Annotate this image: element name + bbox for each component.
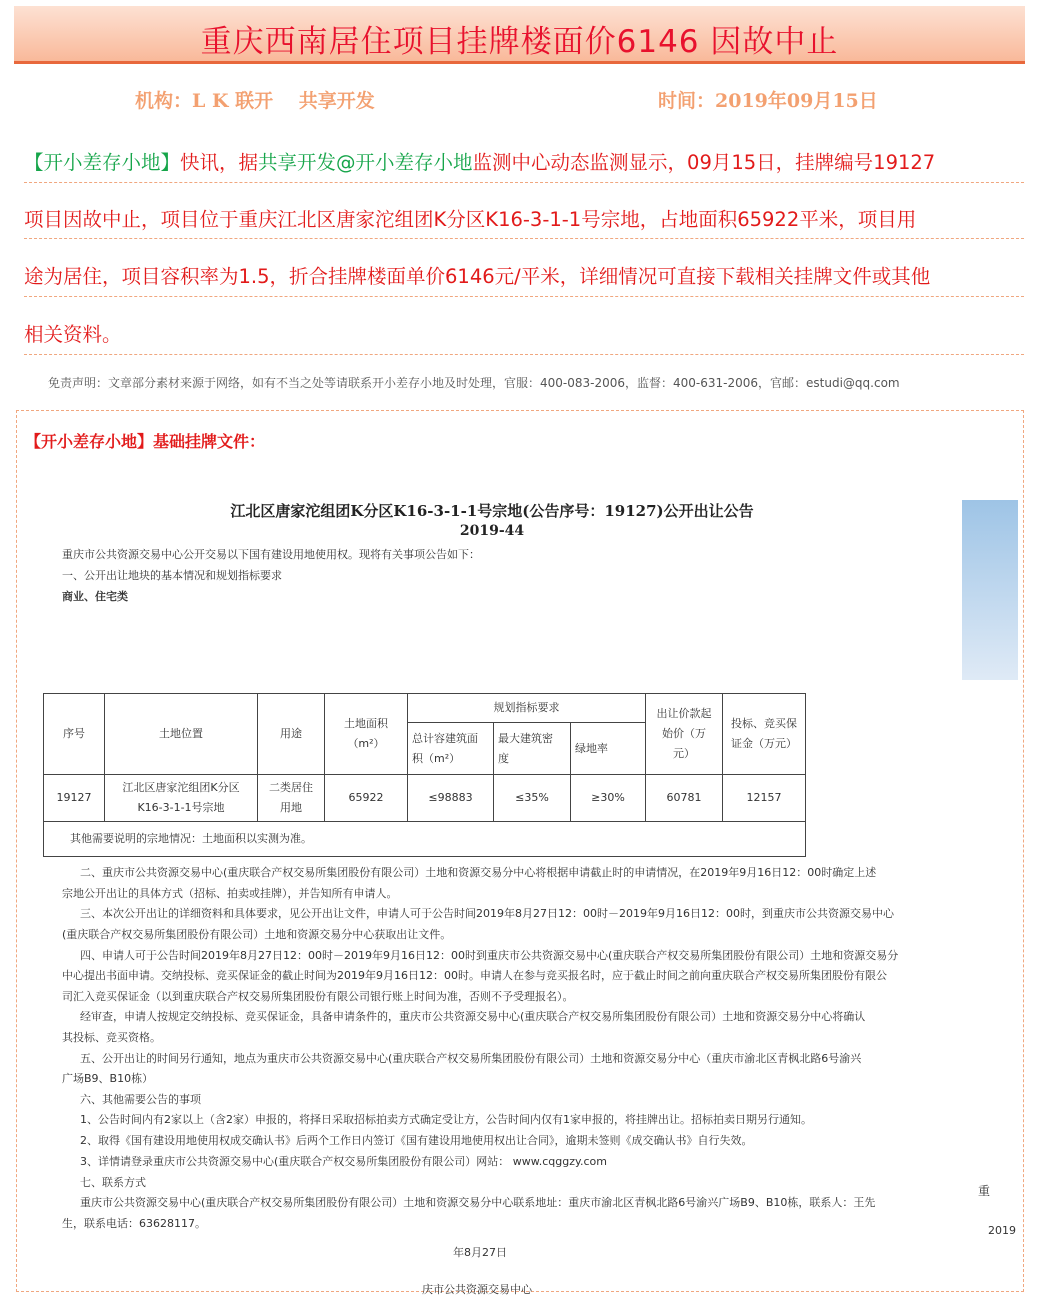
doc-p8a: 重庆市公共资源交易中心(重庆联合产权交易所集团股份有限公司）土地和资源交易分中心联系地址：重庆市渝北区青枫北路6号渝兴广场B9、B10栋，联系人：王先 [80, 1196, 876, 1209]
td-note: 其他需要说明的宗地情况：土地面积以实测为准。 [44, 822, 806, 857]
files-heading: 【开小差存小地】基础挂牌文件： [25, 432, 266, 451]
doc-date: 年8月27日 [453, 1246, 507, 1259]
doc-year: 2019-44 [459, 523, 525, 539]
doc-p5b: 其投标、竞买资格。 [62, 1031, 161, 1044]
source-tag: 【开小差存小地】 [24, 151, 181, 174]
doc-p3b: (重庆联合产权交易所集团股份有限公司）土地和资源交易分中心获取出让文件。 [62, 928, 452, 941]
source-link[interactable]: 共享开发@开小差存小地 [258, 151, 473, 174]
doc-p7-2: 2、取得《国有建设用地使用权成交确认书》后两个工作日内签订《国有建设用地使用权出让合同》，逾期未签则《成交确认书》自行失效。 [80, 1134, 753, 1147]
th-far: 总计容建筑面 积（m²） [408, 723, 494, 775]
td-no: 19127 [44, 775, 105, 822]
th-no: 序号 [44, 694, 105, 775]
files-panel [16, 410, 1024, 1296]
doc-p4c: 司汇入竞买保证金（以到重庆联合产权交易所集团股份有限公司银行账上时间为准，否则不予受理报名）。 [62, 990, 574, 1003]
doc-p8b: 生，联系电话：63628117。 [62, 1217, 206, 1230]
doc-title: 江北区唐家沱组团K分区K16-3-1-1号宗地(公告序号：19127)公开出让公告 [230, 502, 754, 520]
td-price: 60781 [646, 775, 723, 822]
th-price: 出让价款起 始价（万 元） [646, 694, 723, 775]
doc-p2b: 宗地公开出让的具体方式（招标、拍卖或挂牌），并告知所有申请人。 [62, 887, 398, 900]
divider [24, 238, 1024, 239]
th-deposit: 投标、竞买保 证金（万元） [723, 694, 806, 775]
title-banner [14, 6, 1025, 64]
th-green: 绿地率 [571, 723, 646, 775]
doc-p4a: 四、申请人可于公告时间2019年8月27日12：00时－2019年9月16日12：00时到重庆市公共资源交易中心(重庆联合产权交易所集团股份有限公司）土地和资源交易分 [80, 949, 899, 962]
side-char: 重 [978, 1184, 991, 1198]
disclaimer: 免责声明：文章部分素材来源于网络，如有不当之处等请联系开小差存小地及时处理，官服：400-083-2006，监督：400-631-2006，官邮：estudi@qq.com [48, 376, 900, 390]
time-label: 时间：2019年09月15日 [658, 90, 878, 112]
doc-p7: 六、其他需要公告的事项 [80, 1093, 201, 1106]
doc-scrollbar[interactable] [962, 500, 1018, 1275]
article-line-2: 项目因故中止，项目位于重庆江北区唐家沱组团K分区K16-3-1-1号宗地，占地面积65922平米，项目用 [24, 208, 917, 231]
doc-signature: 庆市公共资源交易中心 [422, 1283, 532, 1296]
article-line-3: 途为居住，项目容积率为1.5，折合挂牌楼面单价6146元/平米，详细情况可直接下载相关挂牌文件或其他 [24, 265, 931, 288]
divider [24, 296, 1024, 297]
th-area: 土地面积 （m²） [325, 694, 408, 775]
doc-intro: 重庆市公共资源交易中心公开交易以下国有建设用地使用权。现将有关事项公告如下： [62, 548, 480, 561]
doc-section-1: 一、公开出让地块的基本情况和规划指标要求 [62, 569, 282, 582]
article-line-4: 相关资料。 [24, 323, 122, 346]
doc-p2a: 二、重庆市公共资源交易中心(重庆联合产权交易所集团股份有限公司）土地和资源交易分中心将根据申请截止时的申请情况，在2019年9月16日12：00时确定上述 [80, 866, 877, 879]
doc-p4b: 中心提出书面申请。交纳投标、竞买保证金的截止时间为2019年9月16日12：00时。申请人在参与竞买报名时，应于截止时间之前向重庆联合产权交易所集团股份有限公 [62, 969, 887, 982]
th-use: 用途 [258, 694, 325, 775]
divider [24, 354, 1024, 355]
doc-p8: 七、联系方式 [80, 1176, 146, 1189]
doc-p3a: 三、本次公开出让的详细资料和具体要求，见公开出让文件，申请人可于公告时间2019年8月27日12：00时－2019年9月16日12：00时，到重庆市公共资源交易中心 [80, 907, 894, 920]
td-far: ≤98883 [408, 775, 494, 822]
article-line-1: 【开小差存小地】快讯，据共享开发@开小差存小地监测中心动态监测显示，09月15日，挂牌编号19127 [24, 151, 936, 174]
doc-p6a: 五、公开出让的时间另行通知，地点为重庆市公共资源交易中心(重庆联合产权交易所集团股份有限公司）土地和资源交易分中心（重庆市渝北区青枫北路6号渝兴 [80, 1052, 862, 1065]
td-deposit: 12157 [723, 775, 806, 822]
org-label: 机构：L K 联开 共享开发 [135, 90, 375, 112]
th-density: 最大建筑密 度 [494, 723, 571, 775]
notice-document [42, 493, 942, 1296]
doc-category: 商业、住宅类 [62, 590, 128, 603]
page-title: 重庆西南居住项目挂牌楼面价6146 因故中止 [200, 24, 839, 60]
doc-p7-1: 1、公告时间内有2家以上（含2家）申报的，将择日采取招标拍卖方式确定受让方，公告时间内仅有1家申报的，将挂牌出让。招标拍卖日期另行通知。 [80, 1113, 812, 1126]
td-density: ≤35% [494, 775, 571, 822]
th-location: 土地位置 [105, 694, 258, 775]
doc-p5a: 经审查，申请人按规定交纳投标、竞买保证金，具备申请条件的，重庆市公共资源交易中心(重庆联合产权交易所集团股份有限公司）土地和资源交易分中心将确认 [80, 1010, 866, 1023]
td-location: 江北区唐家沱组团K分区 K16-3-1-1号宗地 [105, 775, 258, 822]
side-year: 2019 [988, 1224, 1016, 1237]
td-area: 65922 [325, 775, 408, 822]
divider [24, 182, 1024, 183]
land-table [43, 693, 806, 857]
td-green: ≥30% [571, 775, 646, 822]
doc-p7-3: 3、详情请登录重庆市公共资源交易中心(重庆联合产权交易所集团股份有限公司）网站： www.cqggzy.com [80, 1155, 607, 1168]
doc-p6b: 广场B9、B10栋） [62, 1072, 154, 1085]
td-use: 二类居住 用地 [258, 775, 325, 822]
scrollbar-thumb[interactable] [962, 500, 1018, 680]
th-plan: 规划指标要求 [408, 694, 646, 723]
